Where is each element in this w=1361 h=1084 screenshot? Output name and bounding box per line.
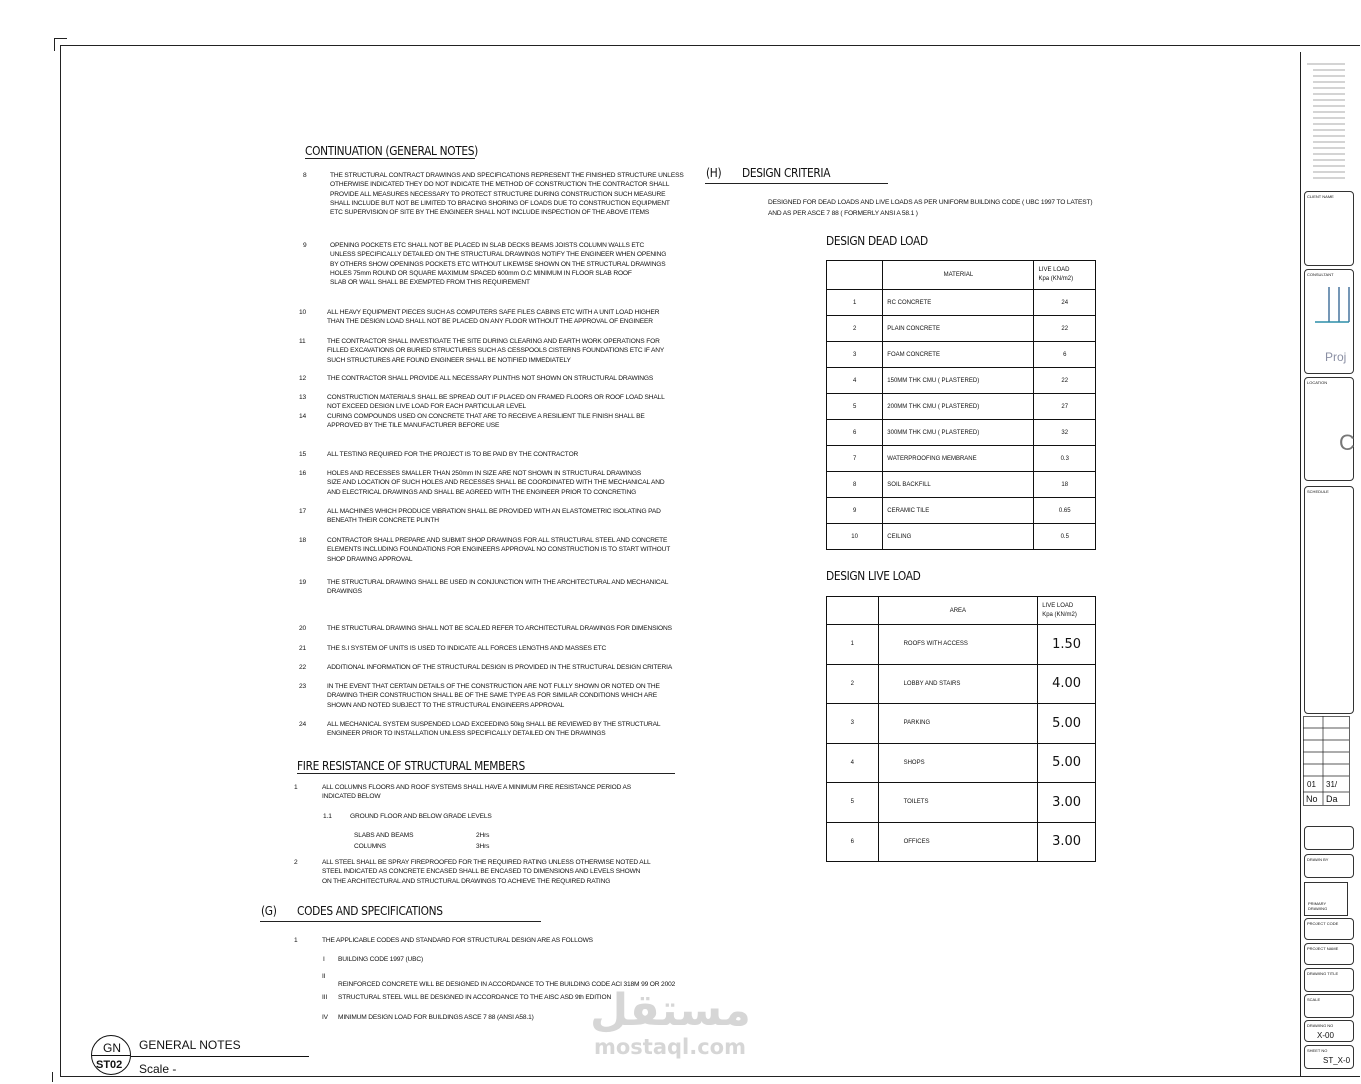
sheet-no-value: ST_X-0 [1323, 1056, 1351, 1065]
note-number: 13 [299, 394, 307, 401]
continuation-title: CONTINUATION (GENERAL NOTES) [305, 143, 479, 158]
sheet-title: GENERAL NOTES [139, 1038, 241, 1052]
dead-load-body [827, 290, 1096, 550]
note-text [327, 536, 670, 564]
fire-sub-num: 1.1 [323, 813, 332, 820]
note-number: 24 [299, 721, 307, 728]
dead-load-row [827, 342, 1096, 368]
design-title-underline [705, 183, 888, 184]
dead-load-no: 2 [827, 316, 883, 342]
note-number: 15 [299, 451, 307, 458]
fire-item-1-text [322, 783, 631, 802]
note-text [327, 507, 661, 526]
note-number: 11 [299, 338, 306, 345]
live-header-load [1038, 597, 1096, 625]
codes-title: CODES AND SPECIFICATIONS [297, 903, 443, 918]
consultant-logo-icon [1305, 282, 1349, 332]
live-load-area: PARKING [878, 704, 1038, 744]
dead-load-no: 9 [827, 498, 883, 524]
dead-load-row [827, 524, 1096, 550]
note-line: THAN THE DESIGN LOAD SHALL NOT BE PLACED ON ANY FLOOR WITHOUT THE APPROVAL OF ENGINEER [327, 318, 653, 326]
note-line: APPROVED BY THE TILE MANUFACTURER BEFORE USE [327, 422, 500, 430]
note-text [327, 578, 668, 597]
note-line: BENEATH THEIR CONCRETE PLINTH [327, 517, 439, 525]
live-load-no: 4 [827, 743, 879, 783]
design-letter: (H) [706, 165, 722, 180]
note-line: ALL MECHANICAL SYSTEM SUSPENDED LOAD EXCEEDING 50kg SHALL BE REVIEWED BY THE STRUCTURAL [327, 721, 661, 728]
dead-load-table [826, 260, 1096, 550]
live-load-value: 5.00 [1038, 743, 1096, 783]
revision-grid [1303, 716, 1348, 806]
live-load-value: 4.00 [1038, 664, 1096, 704]
note-text [327, 624, 672, 633]
dead-load-no: 8 [827, 472, 883, 498]
fire-item-2-num: 2 [294, 859, 298, 866]
note-text [327, 682, 660, 710]
note-text [330, 171, 684, 217]
codes-sub-num: I [323, 956, 325, 963]
note-line: CONTRACTOR SHALL PREPARE AND SUBMIT SHOP DRAWINGS FOR ALL STRUCTURAL STEEL AND CONCRETE [327, 537, 668, 544]
note-text [327, 393, 665, 412]
fire-item-1-line: ALL COLUMNS FLOORS AND ROOF SYSTEMS SHALL HAVE A MINIMUM FIRE RESISTANCE PERIOD AS [322, 784, 632, 791]
fire-row-label: COLUMNS [354, 843, 386, 850]
fire-item-2-line: ALL STEEL SHALL BE SPRAY FIREPROOFED FOR THE REQUIRED RATING UNLESS OTHERWISE NOTED ALL [322, 859, 651, 866]
note-line: ETC SUPERVISION OF SITE BY THE ENGINEER SHALL NOT INCLUDE INSPECTION OF THE ABOVE ITEMS [330, 209, 650, 217]
dead-load-material: WATERPROOFING MEMBRANE [883, 446, 1034, 472]
revision-no: 01 [1307, 780, 1316, 789]
note-text [327, 412, 645, 431]
project-code-box [1304, 918, 1354, 940]
codes-sub-text: MINIMUM DESIGN LOAD FOR BUILDINGS ASCE 7 88 (ANSI A58.1) [338, 1014, 534, 1021]
dead-load-row [827, 420, 1096, 446]
note-line: BY OTHERS SHOW OPENINGS POCKETS ETC WITHOUT LIKEWISE SHOWN ON THE STRUCTURAL DRAWINGS [330, 260, 666, 268]
live-load-area: ROOFS WITH ACCESS [878, 625, 1038, 665]
live-load-no: 3 [827, 704, 879, 744]
note-number: 16 [299, 470, 307, 477]
note-line: CURING COMPOUNDS USED ON CONCRETE THAT ARE TO RECEIVE A RESILIENT TILE FINISH SHALL BE [327, 413, 645, 420]
fire-item-2-line: ON THE ARCHITECTURAL AND STRUCTURAL DRAWINGS TO ACHIEVE THE REQUIRED RATING [322, 877, 611, 885]
fire-row-label: SLABS AND BEAMS [354, 832, 414, 839]
title-block-notes-lines [1305, 58, 1346, 186]
title-block-stamp-box [1304, 826, 1354, 850]
note-line: SUCH STRUCTURES ARE FOUND ENGINEER SHALL BE NOTIFIED IMMEDIATELY [327, 356, 571, 364]
live-header-load-line: LIVE LOAD [1042, 602, 1074, 609]
note-line: ALL TESTING REQUIRED FOR THE PROJECT IS TO BE PAID BY THE CONTRACTOR [327, 451, 579, 458]
note-line: DRAWING THEIR CONSTRUCTION SHALL BE OF THE SAME TYPE AS FOR SIMILAR CONDITIONS WHICH ARE [327, 692, 657, 700]
dead-load-value: 22 [1034, 316, 1096, 342]
schedule-label: SCHEDULE [1307, 489, 1329, 494]
dead-load-no: 3 [827, 342, 883, 368]
note-text [327, 469, 665, 497]
design-intro-line: AND AS PER ASCE 7 88 ( FORMERLY ANSI A 58.1 ) [768, 210, 918, 218]
live-load-row [827, 743, 1096, 783]
client-box [1304, 191, 1354, 266]
note-line: AND ELECTRICAL DRAWINGS AND SHALL BE AGREED WITH THE ENGINEER PRIOR TO CONCRETING [327, 488, 637, 496]
note-line: FILLED EXCAVATIONS OR BURIED STRUCTURES SUCH AS CESSPOOLS CISTERNS FOUNDATIONS ETC IF ANY [327, 347, 665, 355]
sheet-no-label: SHEET NO [1307, 1048, 1328, 1053]
primary-drawing-label: PRIMARY DRAWING [1308, 901, 1328, 911]
dead-load-material: 200MM THK CMU ( PLASTERED) [883, 394, 1034, 420]
note-number: 19 [299, 579, 307, 586]
note-text [327, 450, 578, 459]
note-text [327, 374, 653, 383]
live-header-area: AREA [878, 597, 1038, 625]
live-header-no [827, 597, 879, 625]
schedule-box [1304, 486, 1354, 714]
note-line: OTHERWISE INDICATED THEY DO NOT INDICATE THE METHOD OF CONSTRUCTION THE CONTRACTOR SHALL [330, 181, 670, 189]
dead-header-load-line: Kpa (KN/m2) [1038, 276, 1074, 282]
dead-load-value: 6 [1034, 342, 1096, 368]
sheet-border [60, 45, 1360, 1077]
dead-load-material: 300MM THK CMU ( PLASTERED) [883, 420, 1034, 446]
live-load-no: 5 [827, 783, 879, 823]
dead-load-no: 7 [827, 446, 883, 472]
sheet-label-divider [92, 1055, 130, 1056]
drawing-no-box [1304, 1020, 1354, 1042]
dead-header-no [827, 261, 883, 290]
dead-load-no: 1 [827, 290, 883, 316]
live-load-row [827, 822, 1096, 862]
codes-title-underline [260, 921, 541, 922]
fire-row-value: 2Hrs [476, 832, 490, 839]
consultant-logo-text: Proj [1325, 350, 1347, 364]
note-text [327, 663, 672, 672]
drawing-title-label: DRAWING TITLE [1307, 971, 1339, 976]
note-text [330, 241, 666, 287]
note-number: 10 [299, 309, 307, 316]
location-label: LOCATION [1307, 380, 1328, 385]
live-load-value: 3.00 [1038, 783, 1096, 823]
dead-load-no: 6 [827, 420, 883, 446]
dead-load-value: 0.65 [1034, 498, 1096, 524]
dead-load-row [827, 446, 1096, 472]
live-load-row [827, 783, 1096, 823]
note-line: ALL HEAVY EQUIPMENT PIECES SUCH AS COMPUTERS SAFE FILES CABINS ETC WITH A UNIT LOAD HIGHER [327, 309, 660, 316]
live-load-row [827, 704, 1096, 744]
dead-load-material: RC CONCRETE [883, 290, 1034, 316]
title-block-notes [1305, 58, 1346, 186]
note-number: 17 [299, 508, 307, 515]
note-line: THE STRUCTURAL DRAWING SHALL BE USED IN CONJUNCTION WITH THE ARCHITECTURAL AND MECHANICAL [327, 579, 669, 586]
dead-header-material: MATERIAL [883, 261, 1034, 290]
note-number: 18 [299, 537, 307, 544]
dead-load-row [827, 316, 1096, 342]
revision-header-no: No [1306, 794, 1318, 804]
live-load-area: OFFICES [878, 822, 1038, 862]
drawn-by-box [1304, 854, 1354, 878]
note-text [327, 337, 664, 365]
revision-header-date: Da [1326, 794, 1338, 804]
codes-sub-num: II [322, 973, 326, 980]
note-number: 9 [303, 242, 307, 249]
frame-tick [52, 1072, 53, 1082]
dead-load-value: 32 [1034, 420, 1096, 446]
location-box [1304, 377, 1354, 481]
note-number: 14 [299, 413, 307, 420]
dead-header-load [1034, 261, 1096, 290]
dead-load-row [827, 290, 1096, 316]
live-load-value: 1.50 [1038, 625, 1096, 665]
fire-item-2-line: STEEL INDICATED AS CONCRETE ENCASED SHALL BE ENCASED TO DIMENSIONS AND LEVELS SHOWN [322, 868, 641, 876]
note-number: 8 [303, 172, 307, 179]
codes-sub-num: III [322, 994, 328, 1001]
note-text [327, 720, 660, 739]
dead-load-row [827, 472, 1096, 498]
note-line: OPENING POCKETS ETC SHALL NOT BE PLACED IN SLAB DECKS BEAMS JOISTS COLUMN WALLS ETC [330, 242, 645, 249]
note-line: THE STRUCTURAL DRAWING SHALL NOT BE SCALED REFER TO ARCHITECTURAL DRAWINGS FOR DIMENSIONS [327, 625, 672, 632]
live-load-no: 2 [827, 664, 879, 704]
drawn-by-label: DRAWN BY [1307, 857, 1329, 862]
note-line: THE STRUCTURAL CONTRACT DRAWINGS AND SPECIFICATIONS REPRESENT THE FINISHED STRUCTURE UNLESS [330, 172, 684, 179]
note-line: SHOWN AND NOTED SUBJECT TO THE STRUCTURAL ENGINEERS APPROVAL [327, 701, 565, 709]
corner-mark [54, 38, 67, 51]
sheet-code-top: GN [103, 1041, 121, 1055]
project-name-box [1304, 943, 1354, 965]
note-line: ENGINEER PRIOR TO INSTALLATION UNLESS SPECIFICALLY DETAILED ON THE DRAWINGS [327, 730, 606, 738]
note-line: THE S.I SYSTEM OF UNITS IS USED TO INDICATE ALL FORCES LENGTHS AND MASSES ETC [327, 645, 607, 652]
live-load-area: LOBBY AND STAIRS [878, 664, 1038, 704]
note-number: 23 [299, 683, 307, 690]
dead-load-material: FOAM CONCRETE [883, 342, 1034, 368]
note-line: ADDITIONAL INFORMATION OF THE STRUCTURAL DESIGN IS PROVIDED IN THE STRUCTURAL DESIGN CRITERIA [327, 664, 673, 671]
fire-item-2-text [322, 858, 651, 886]
note-line: UNLESS SPECIFICALLY DETAILED ON THE STRUCTURAL DRAWINGS NOTIFY THE ENGINEER WHEN OPENING [330, 251, 667, 259]
live-load-area: SHOPS [878, 743, 1038, 783]
note-line: IN THE EVENT THAT CERTAIN DETAILS OF THE CONSTRUCTION ARE NOT FULLY SHOWN OR NOTED ON THE [327, 683, 660, 690]
note-text [327, 308, 659, 327]
note-line: THE CONTRACTOR SHALL INVESTIGATE THE SITE DURING CLEARING AND EARTH WORK OPERATIONS FOR [327, 338, 660, 345]
sheet-code-bottom: ST02 [96, 1059, 123, 1071]
fire-title-underline [297, 773, 675, 774]
codes-sub-text: BUILDING CODE 1997 (UBC) [338, 956, 424, 963]
note-number: 22 [299, 664, 307, 671]
dead-load-no: 4 [827, 368, 883, 394]
watermark-arabic: مستقل [590, 985, 751, 1036]
note-number: 12 [299, 375, 307, 382]
dead-load-title: DESIGN DEAD LOAD [826, 233, 928, 248]
live-load-value: 5.00 [1038, 704, 1096, 744]
sheet-scale: Scale - [139, 1062, 177, 1076]
revision-grid-lines [1303, 716, 1348, 806]
dead-load-row [827, 368, 1096, 394]
sheet-no-box [1304, 1045, 1354, 1069]
live-load-no: 1 [827, 625, 879, 665]
dead-load-row [827, 498, 1096, 524]
dead-load-no: 5 [827, 394, 883, 420]
codes-sub-num: IV [322, 1014, 328, 1021]
codes-letter: (G) [261, 903, 277, 918]
codes-intro: THE APPLICABLE CODES AND STANDARD FOR STRUCTURAL DESIGN ARE AS FOLLOWS [322, 937, 593, 944]
consultant-box [1304, 269, 1354, 374]
consultant-label: CONSULTANT [1307, 272, 1334, 277]
live-load-row [827, 625, 1096, 665]
design-title: DESIGN CRITERIA [742, 165, 831, 180]
note-text [327, 644, 606, 653]
design-intro-line: DESIGNED FOR DEAD LOADS AND LIVE LOADS AS PER UNIFORM BUILDING CODE ( UBC 1997 TO LATEST) [768, 199, 1093, 206]
live-load-title: DESIGN LIVE LOAD [826, 568, 921, 583]
live-load-body [827, 625, 1096, 862]
note-number: 21 [299, 645, 307, 652]
note-line: NOT EXCEED DESIGN LIVE LOAD FOR EACH PARTICULAR LEVEL [327, 403, 527, 411]
dead-load-value: 27 [1034, 394, 1096, 420]
drawing-no-value: X-00 [1317, 1031, 1334, 1040]
fire-row-value: 3Hrs [476, 843, 490, 850]
dead-load-value: 0.3 [1034, 446, 1096, 472]
live-load-area: TOILETS [878, 783, 1038, 823]
dead-load-value: 18 [1034, 472, 1096, 498]
client-label: CLIENT NAME [1307, 194, 1334, 199]
watermark-latin: mostaql.com [594, 1035, 746, 1059]
dead-load-material: CERAMIC TILE [883, 498, 1034, 524]
dead-load-value: 22 [1034, 368, 1096, 394]
dead-header-load-line: LIVE LOAD [1038, 267, 1070, 273]
live-load-table [826, 596, 1096, 862]
note-line: THE CONTRACTOR SHALL PROVIDE ALL NECESSARY PLINTHS NOT SHOWN ON STRUCTURAL DRAWINGS [327, 375, 654, 382]
dead-load-material: 150MM THK CMU ( PLASTERED) [883, 368, 1034, 394]
live-load-value: 3.00 [1038, 822, 1096, 862]
dead-load-material: SOIL BACKFILL [883, 472, 1034, 498]
dead-load-row [827, 394, 1096, 420]
note-line: ALL MACHINES WHICH PRODUCE VIBRATION SHALL BE PROVIDED WITH AN ELASTOMETRIC ISOLATING PAD [327, 508, 661, 515]
codes-item-num: 1 [294, 937, 298, 944]
dead-load-value: 0.5 [1034, 524, 1096, 550]
dead-load-material: CEILING [883, 524, 1034, 550]
scale-label: SCALE [1307, 997, 1321, 1002]
dead-load-no: 10 [827, 524, 883, 550]
location-glyph: C [1339, 430, 1355, 455]
revision-date: 31/ [1326, 780, 1338, 789]
fire-item-1-line: INDICATED BELOW [322, 793, 381, 801]
note-line: DRAWINGS [327, 588, 362, 596]
note-line: SLAB OR WALL SHALL BE EXEMPTED FROM THIS REQUIREMENT [330, 279, 530, 287]
live-header-load-line: Kpa (KN/m2) [1042, 611, 1077, 618]
note-line: HOLES AND RECESSES SMALLER THAN 250mm IN SIZE ARE NOT SHOWN IN STRUCTURAL DRAWINGS [327, 470, 642, 477]
dead-load-value: 24 [1034, 290, 1096, 316]
note-number: 20 [299, 625, 307, 632]
scale-box [1304, 994, 1354, 1018]
note-line: SIZE AND LOCATION OF SUCH HOLES AND RECESSES SHALL BE COORDINATED WITH THE MECHANICAL AND [327, 479, 665, 487]
note-line: PROVIDE ALL MEASURES NECESSARY TO PROTECT STRUCTURE DURING CONSTRUCTION SUCH MEASURE [330, 190, 666, 198]
dead-load-material: PLAIN CONCRETE [883, 316, 1034, 342]
note-line: CONSTRUCTION MATERIALS SHALL BE SPREAD OUT IF PLACED ON FRAMED FLOORS OR ROOF LOAD SHALL [327, 394, 665, 401]
live-load-row [827, 664, 1096, 704]
drawing-no-label: DRAWING NO [1307, 1023, 1334, 1028]
fire-item-1-num: 1 [294, 784, 298, 791]
fire-sub-text: GROUND FLOOR AND BELOW GRADE LEVELS [350, 813, 492, 820]
drawing-title-box [1304, 968, 1354, 992]
primary-drawing-box [1304, 882, 1348, 916]
live-load-no: 6 [827, 822, 879, 862]
note-line: HOLES 75mm ROUND OR SQUARE MAXIMUM SPACED 600mm O.C MINIMUM IN FLOOR SLAB ROOF [330, 269, 632, 277]
note-line: SHOP DRAWING APPROVAL [327, 555, 413, 563]
note-line: ELEMENTS INCLUDING FOUNDATIONS FOR ENGINEERS APPROVAL NO CONSTRUCTION IS TO START WITHOUT [327, 546, 671, 554]
project-code-label: PROJECT CODE [1307, 921, 1339, 926]
codes-sub-text: STRUCTURAL STEEL WILL BE DESIGNED IN ACCORDANCE TO THE AISC ASD 9th EDITION [338, 994, 612, 1001]
sheet-title-underline [131, 1056, 309, 1057]
codes-sub-text: REINFORCED CONCRETE WILL BE DESIGNED IN ACCORDANCE TO THE BUILDING CODE ACI 318M 99 OR 2002 [338, 981, 676, 988]
project-name-label: PROJECT NAME [1307, 946, 1339, 951]
note-line: SHALL INCLUDE BUT NOT BE LIMITED TO BRACING SHORING OF LOADS DUE TO CONSTRUCTION EQUIPMENT [330, 199, 670, 207]
fire-resistance-title: FIRE RESISTANCE OF STRUCTURAL MEMBERS [297, 758, 525, 773]
design-intro [768, 198, 1092, 219]
